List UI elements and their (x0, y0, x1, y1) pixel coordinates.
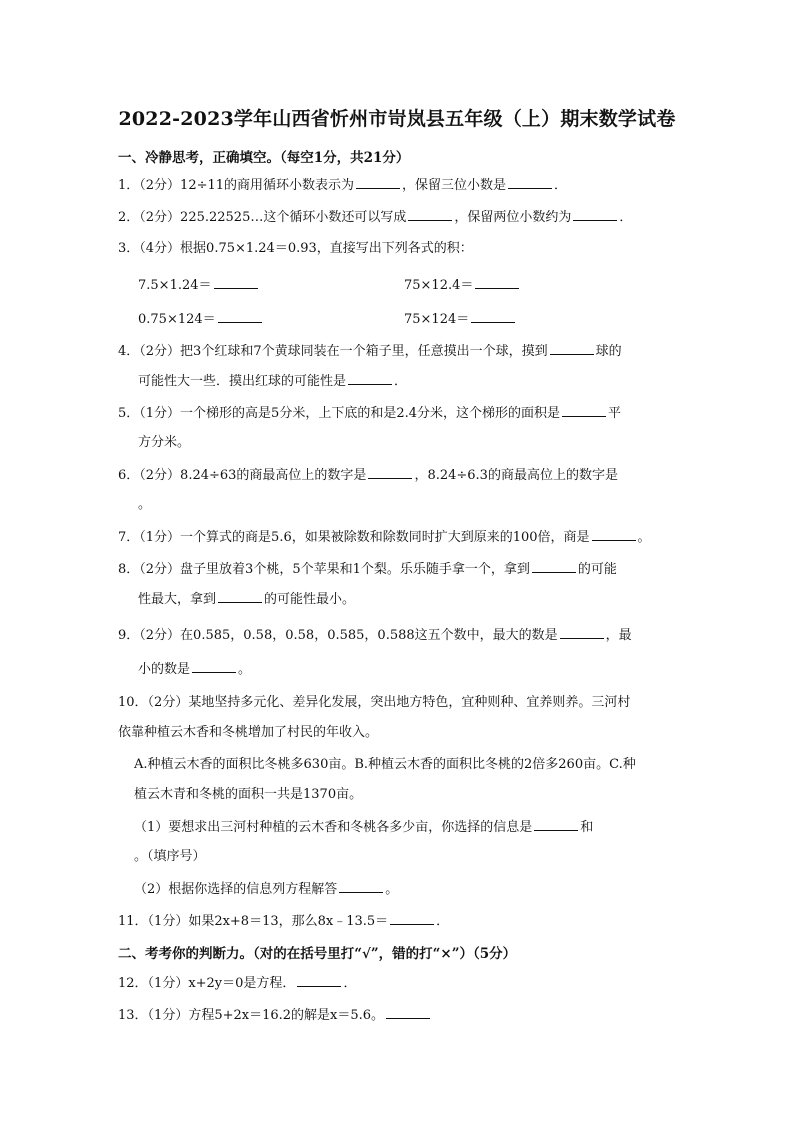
question-12: 12．（1分）x+2y＝0是方程． ． (118, 976, 357, 991)
question-11: 11．（1分）如果2x+8＝13，那么8x﹣13.5＝ ． (118, 914, 450, 929)
question-8-cont: 性最大，拿到 的可能性最小。 (138, 592, 356, 607)
answer-blank[interactable] (368, 466, 412, 479)
q3-expression-4: 75×124＝ (404, 308, 517, 327)
answer-blank[interactable] (408, 208, 452, 221)
answer-blank[interactable] (573, 208, 617, 221)
question-10-info-cont: 植云木青和冬桃的面积一共是1370亩。 (134, 787, 363, 802)
question-9-cont: 小的数是 。 (138, 662, 252, 677)
answer-blank[interactable] (592, 528, 636, 541)
question-5: 5．（1分）一个梯形的高是5分米，上下底的和是2.4分米，这个梯形的面积是 平 (118, 406, 622, 421)
question-7: 7．（1分）一个算式的商是5.6，如果被除数和除数同时扩大到原来的100倍，商是 。 (118, 530, 651, 545)
question-5-cont: 方分米。 (138, 435, 191, 450)
answer-blank[interactable] (532, 560, 576, 573)
question-2: 2．（2分）225.22525…这个循环小数还可以写成 ，保留两位小数约为 ． (118, 210, 633, 225)
question-1: 1．（2分）12÷11的商用循环小数表示为 ，保留三位小数是 ． (118, 178, 568, 193)
repeating-decimal-1: 0.58 (243, 628, 273, 643)
repeating-decimal-2: 0.58 (285, 628, 315, 643)
section-1-heading: 一、冷静思考，正确填空。（每空1分，共21分） (118, 150, 410, 166)
answer-blank[interactable] (218, 590, 262, 603)
section-2-heading: 二、考考你的判断力。（对的在括号里打“√”，错的打“×”）（5分） (118, 946, 517, 962)
q3-expression-1: 7.5×1.24＝ (138, 274, 260, 293)
answer-blank[interactable] (386, 1006, 430, 1019)
answer-blank[interactable] (348, 372, 392, 385)
answer-blank[interactable] (508, 176, 552, 189)
repeating-decimal-3: 0.585 (327, 628, 365, 643)
question-6: 6．（2分）8.24÷63的商最高位上的数字是 ，8.24÷6.3的商最高位上的数字是 (118, 468, 618, 483)
question-10-part-1: （1）要想求出三河村种植的云木香和冬桃各多少亩，你选择的信息是 和 (134, 820, 594, 835)
q3-expression-3: 0.75×124＝ (138, 308, 264, 327)
question-10-line-2: 依靠种植云木香和冬桃增加了村民的年收入。 (118, 725, 379, 740)
answer-blank[interactable] (356, 176, 400, 189)
question-10-part-2: （2）根据你选择的信息列方程解答 。 (134, 882, 399, 897)
q3-expression-2: 75×12.4＝ (404, 274, 521, 293)
answer-blank[interactable] (339, 880, 383, 893)
question-10-info: A.种植云木香的面积比冬桃多630亩。B.种植云木香的面积比冬桃的2倍多260亩。C.种 (134, 757, 636, 772)
answer-blank[interactable] (550, 342, 594, 355)
answer-blank[interactable] (390, 912, 434, 925)
answer-blank[interactable] (475, 276, 519, 289)
answer-blank[interactable] (297, 974, 341, 987)
question-4: 4．（2分）把3个红球和7个黄球同装在一个箱子里，任意摸出一个球，摸到 球的 (118, 344, 622, 359)
question-9: 9．（2分）在0.585，0.58，0.58，0.585，0.588这五个数中，最大的数是 ，最 (118, 628, 632, 643)
question-13: 13．（1分）方程5+2x＝16.2的解是x＝5.6。 (118, 1006, 678, 1025)
question-8: 8．（2分）盘子里放着3个桃，5个苹果和1个梨。乐乐随手拿一个，拿到 的可能 (118, 562, 617, 577)
answer-blank[interactable] (534, 818, 578, 831)
answer-blank[interactable] (562, 404, 606, 417)
answer-blank[interactable] (192, 660, 236, 673)
question-10: 10．（2分）某地坚持多元化、差异化发展，突出地方特色，宜种则种、宜养则养。三河村 (118, 695, 631, 710)
question-10-part-1-cont: 。（填序号） (134, 849, 206, 864)
answer-blank[interactable] (471, 310, 515, 323)
question-3: 3．（4分）根据0.75×1.24＝0.93，直接写出下列各式的积： (118, 241, 473, 256)
answer-blank[interactable] (218, 310, 262, 323)
answer-blank[interactable] (214, 276, 258, 289)
question-6-cont: 。 (138, 497, 152, 512)
answer-blank[interactable] (560, 626, 604, 639)
exam-title: 2022-2023学年山西省忻州市岢岚县五年级（上）期末数学试卷 (118, 108, 676, 130)
question-4-cont: 可能性大一些．摸出红球的可能性是 ． (138, 374, 408, 389)
